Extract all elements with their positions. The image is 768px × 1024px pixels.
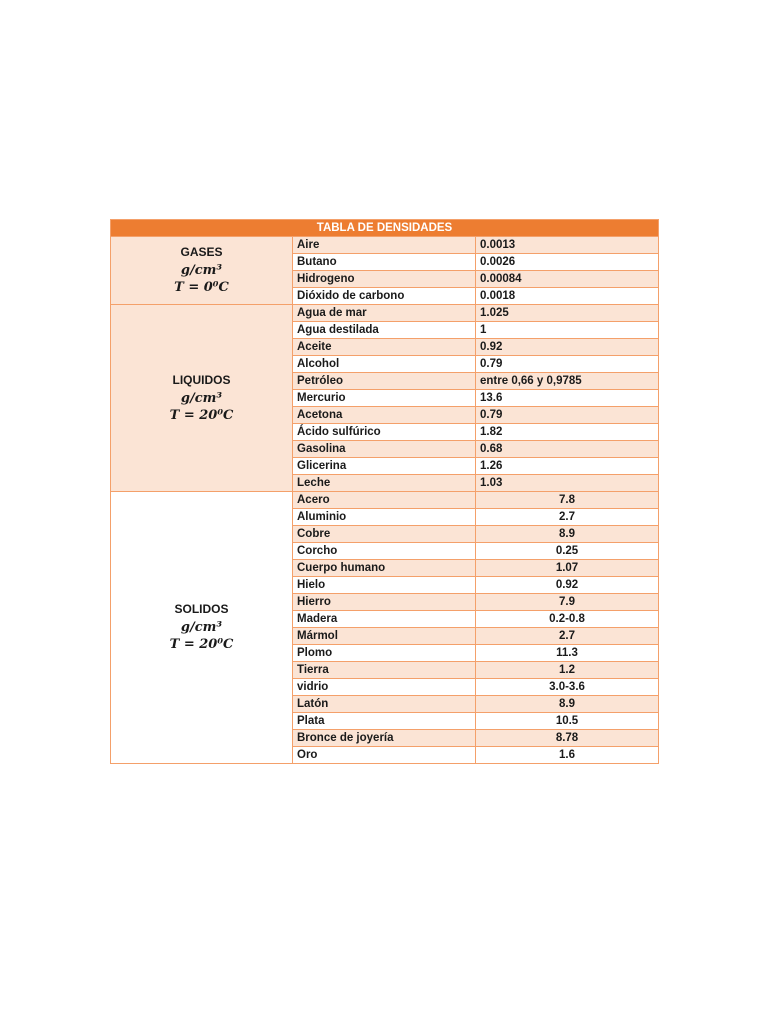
material-cell: Mercurio: [293, 390, 476, 407]
group-name: LIQUIDOS: [172, 372, 231, 387]
density-value-cell: 0.79: [476, 407, 659, 424]
material-cell: Aire: [293, 237, 476, 254]
density-value-cell: 1.82: [476, 424, 659, 441]
group-cell-gases: [111, 237, 293, 305]
density-value-cell: 0.92: [476, 339, 659, 356]
density-value-cell: 2.7: [476, 628, 659, 645]
material-cell: Cobre: [293, 526, 476, 543]
density-value-cell: 1.03: [476, 475, 659, 492]
material-cell: Latón: [293, 696, 476, 713]
material-cell: Plomo: [293, 645, 476, 662]
table-row: [111, 305, 659, 322]
material-cell: Glicerina: [293, 458, 476, 475]
density-value-cell: 13.6: [476, 390, 659, 407]
table-title: TABLA DE DENSIDADES: [111, 220, 659, 237]
density-value-cell: entre 0,66 y 0,9785: [476, 373, 659, 390]
density-value-cell: 1.07: [476, 560, 659, 577]
table-row: [111, 492, 659, 509]
material-cell: Acero: [293, 492, 476, 509]
density-value-cell: 1.2: [476, 662, 659, 679]
material-cell: Leche: [293, 475, 476, 492]
group-unit: g/cm³: [180, 263, 223, 278]
material-cell: Hielo: [293, 577, 476, 594]
density-value-cell: 8.9: [476, 696, 659, 713]
material-cell: Plata: [293, 713, 476, 730]
material-cell: Cuerpo humano: [293, 560, 476, 577]
density-value-cell: 0.0018: [476, 288, 659, 305]
density-value-cell: 1: [476, 322, 659, 339]
table-body: [111, 237, 659, 764]
group-unit: g/cm³: [180, 620, 223, 635]
density-value-cell: 1.025: [476, 305, 659, 322]
material-cell: Mármol: [293, 628, 476, 645]
material-cell: Gasolina: [293, 441, 476, 458]
density-value-cell: 8.9: [476, 526, 659, 543]
density-value-cell: 2.7: [476, 509, 659, 526]
group-cell-solidos: [111, 492, 293, 764]
density-value-cell: 10.5: [476, 713, 659, 730]
material-cell: Oro: [293, 747, 476, 764]
material-cell: Petróleo: [293, 373, 476, 390]
material-cell: Agua de mar: [293, 305, 476, 322]
material-cell: Aluminio: [293, 509, 476, 526]
density-table: [110, 219, 659, 764]
density-value-cell: 11.3: [476, 645, 659, 662]
material-cell: vidrio: [293, 679, 476, 696]
group-temperature: T = 20⁰C: [169, 637, 234, 652]
material-cell: Acetona: [293, 407, 476, 424]
material-cell: Butano: [293, 254, 476, 271]
material-cell: Aceite: [293, 339, 476, 356]
density-value-cell: 0.0013: [476, 237, 659, 254]
material-cell: Dióxido de carbono: [293, 288, 476, 305]
group-name: GASES: [180, 245, 223, 259]
density-value-cell: 1.6: [476, 747, 659, 764]
group-name: SOLIDOS: [174, 602, 229, 616]
density-value-cell: 0.0026: [476, 254, 659, 271]
material-cell: Hierro: [293, 594, 476, 611]
material-cell: Ácido sulfúrico: [293, 424, 476, 441]
density-value-cell: 8.78: [476, 730, 659, 747]
material-cell: Agua destilada: [293, 322, 476, 339]
group-temperature: T = 20⁰C: [169, 407, 234, 423]
material-cell: Tierra: [293, 662, 476, 679]
material-cell: Corcho: [293, 543, 476, 560]
density-value-cell: 0.79: [476, 356, 659, 373]
density-value-cell: 1.26: [476, 458, 659, 475]
group-unit: g/cm³: [180, 390, 223, 406]
group-cell-liquidos: [111, 305, 293, 492]
density-value-cell: 0.25: [476, 543, 659, 560]
density-value-cell: 0.92: [476, 577, 659, 594]
material-cell: Hidrogeno: [293, 271, 476, 288]
material-cell: Madera: [293, 611, 476, 628]
material-cell: Alcohol: [293, 356, 476, 373]
density-value-cell: 7.9: [476, 594, 659, 611]
density-value-cell: 0.2-0.8: [476, 611, 659, 628]
density-value-cell: 3.0-3.6: [476, 679, 659, 696]
material-cell: Bronce de joyería: [293, 730, 476, 747]
density-value-cell: 0.68: [476, 441, 659, 458]
density-value-cell: 7.8: [476, 492, 659, 509]
table-row: [111, 237, 659, 254]
group-temperature: T = 0⁰C: [174, 280, 229, 295]
density-value-cell: 0.00084: [476, 271, 659, 288]
